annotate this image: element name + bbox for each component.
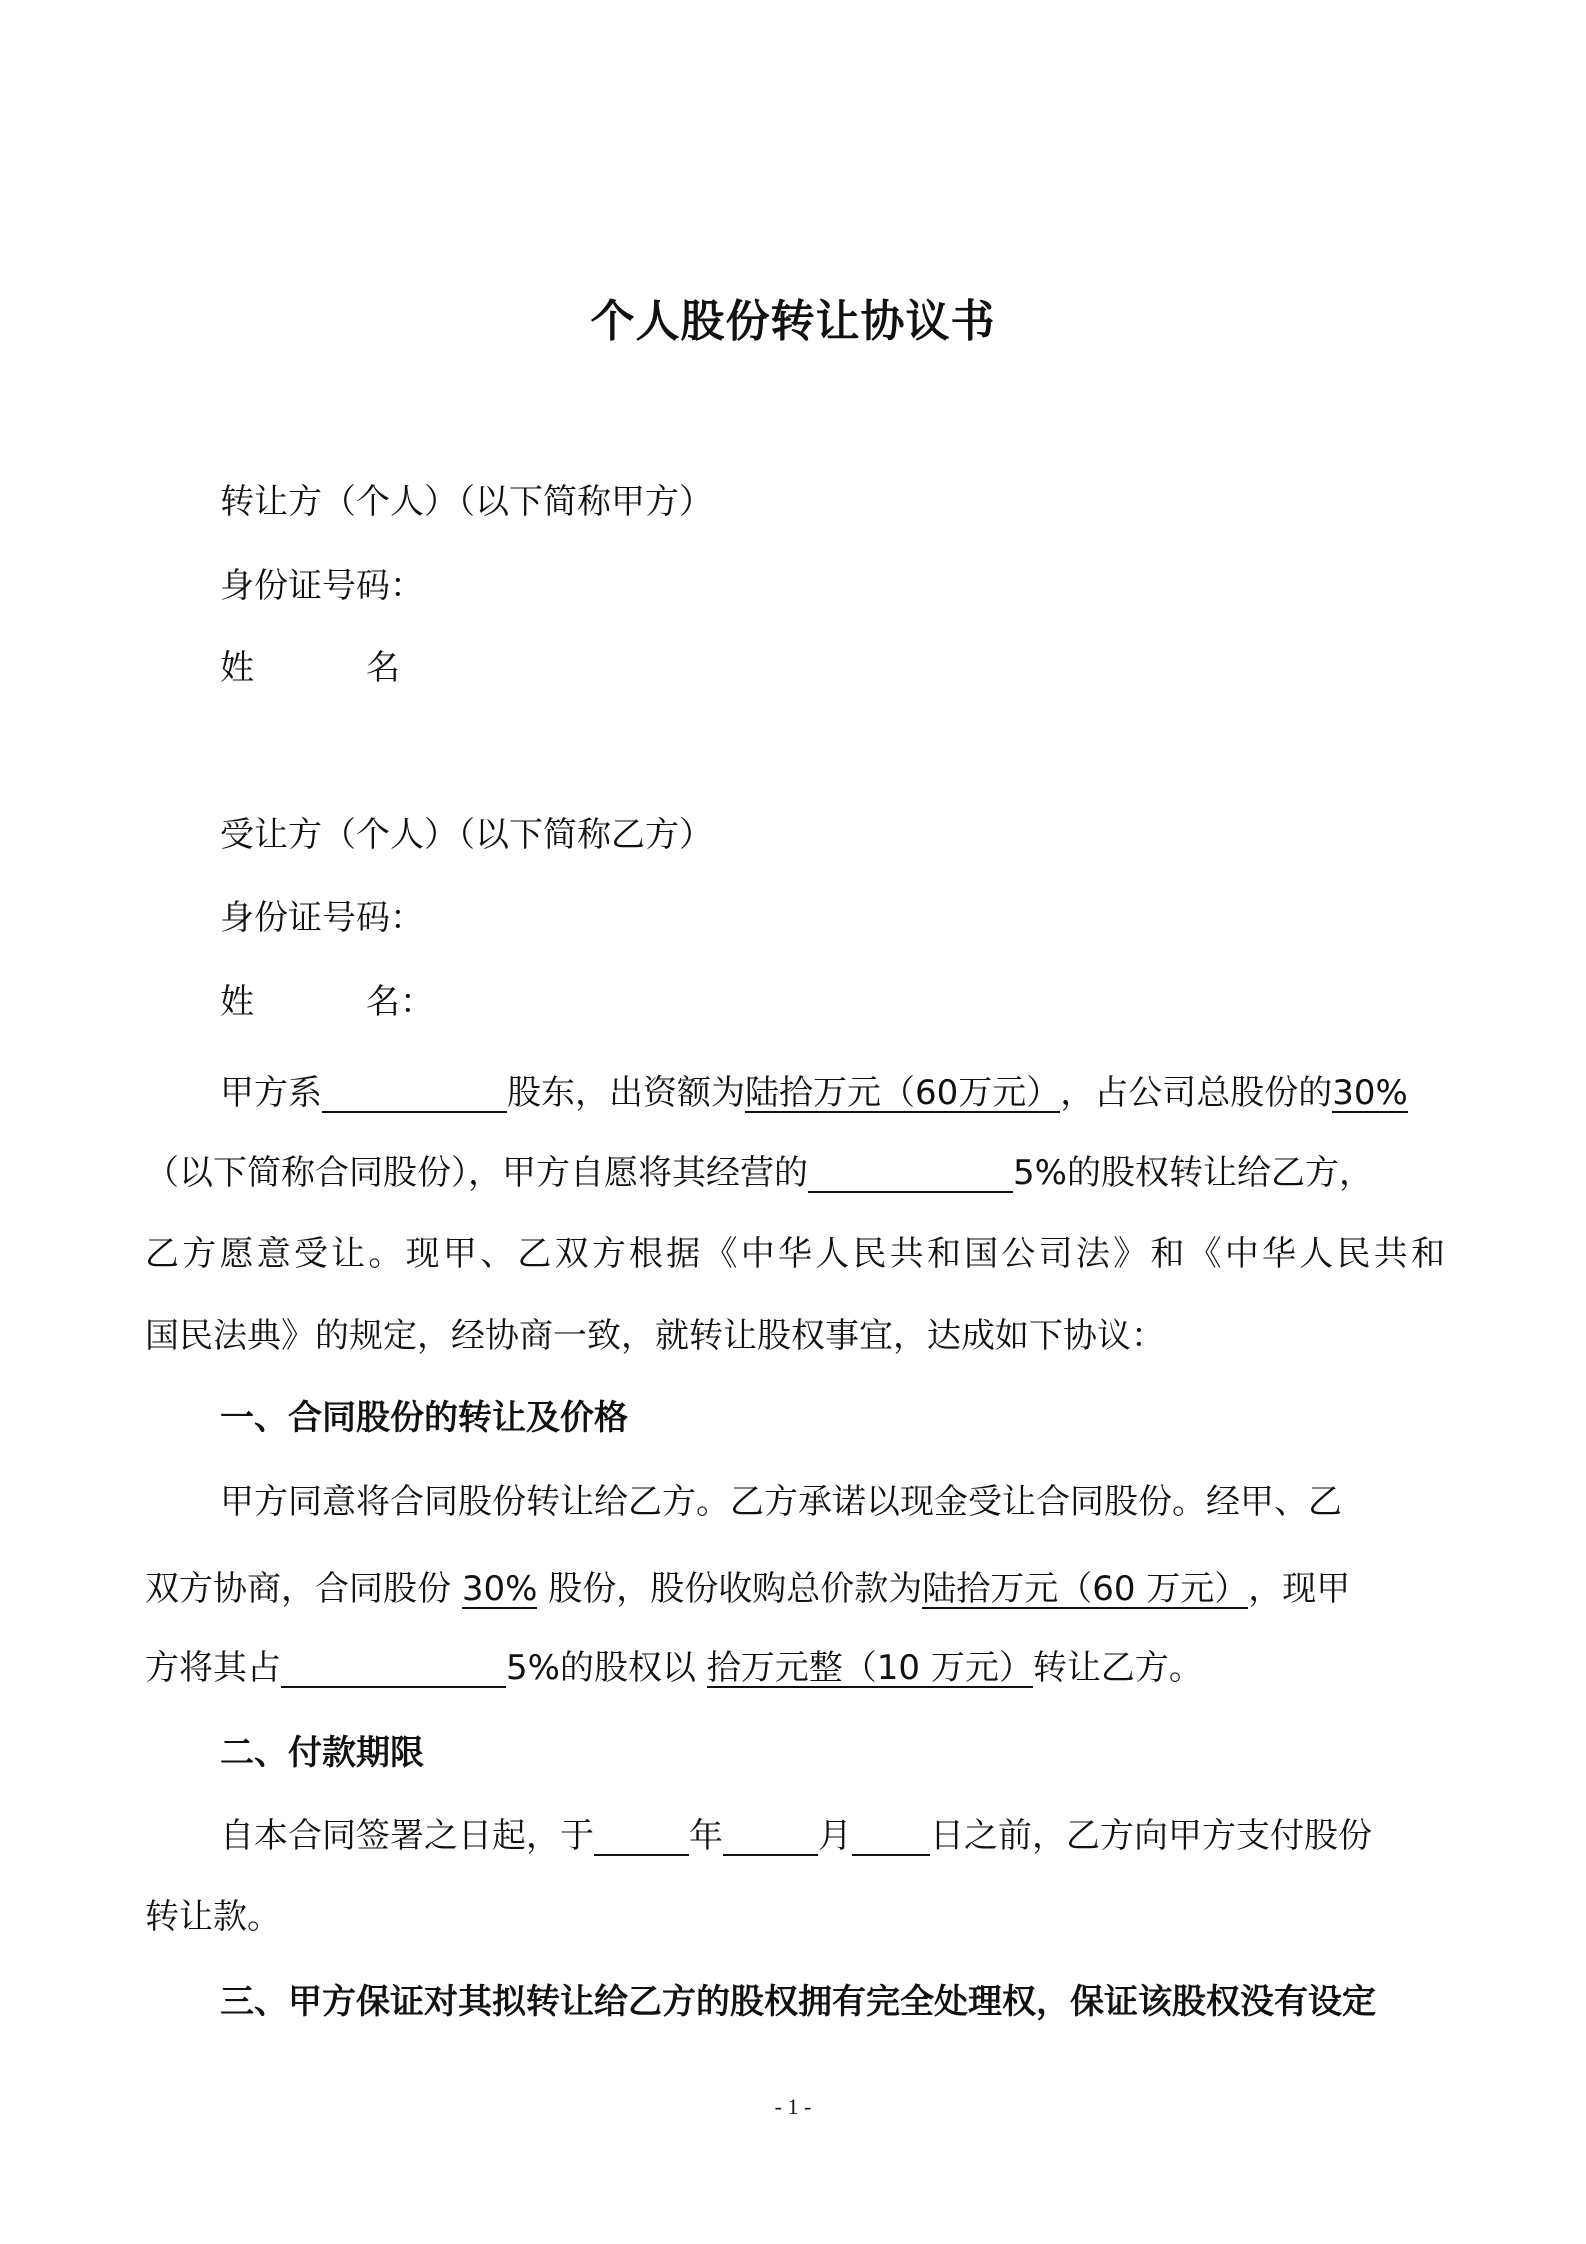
day-blank [852,1820,930,1856]
share-percent-2: 30% [461,1569,538,1609]
transferor-heading: 转让方（个人）（以下简称甲方） [220,482,713,522]
intro-line-1: 甲方系 股东，出资额为陆拾万元（60万元），占公司总股份的30% [220,1073,1408,1113]
name-label-char-1: 姓 [220,982,254,1022]
page-number: - 1 - [774,2094,812,2119]
section-1-line-3: 方将其占 5%的股权以 拾万元整（10 万元）转让乙方。 [145,1648,1203,1688]
transferor-name-label [220,648,400,688]
total-price: 陆拾万元（60 万元） [922,1569,1249,1609]
month-blank [723,1820,818,1856]
transfer-price: 拾万元整（10 万元） [706,1648,1033,1688]
transferee-heading: 受让方（个人）（以下简称乙方） [220,815,713,855]
section-2-line-2: 转让款。 [145,1897,281,1937]
company-name-blank [322,1077,507,1113]
transferee-name-label [220,982,434,1022]
transferor-id-label: 身份证号码： [220,566,424,606]
capital-amount: 陆拾万元（60万元） [745,1073,1061,1113]
section-2-line-1: 自本合同签署之日起，于 年 月 日之前，乙方向甲方支付股份 [220,1816,1372,1856]
document-title: 个人股份转让协议书 [590,296,996,347]
section-2-heading: 二、付款期限 [220,1733,424,1773]
name-label-char-2: 名 [366,648,400,688]
year-blank [594,1820,689,1856]
intro-line-4: 国民法典》的规定，经协商一致，就转让股权事宜，达成如下协议： [145,1316,1165,1356]
name-label-char-1: 姓 [220,648,254,688]
intro-line-3: 乙方愿意受让。现甲、乙双方根据《中华人民共和国公司法》和《中华人民共和 [145,1234,1445,1274]
share-percent: 30% [1332,1073,1408,1113]
intro-line-2: （以下简称合同股份），甲方自愿将其经营的 5%的股权转让给乙方， [145,1153,1373,1193]
name-label-char-2: 名： [366,982,434,1022]
section-1-line-1: 甲方同意将合同股份转让给乙方。乙方承诺以现金受让合同股份。经甲、乙 [220,1482,1342,1522]
section-3-heading: 三、甲方保证对其拟转让给乙方的股权拥有完全处理权，保证该股权没有设定 [220,1982,1376,2022]
company-blank-2 [808,1157,1013,1193]
section-1-heading: 一、合同股份的转让及价格 [220,1398,628,1438]
section-1-line-2: 双方协商，合同股份 30% 股份，股份收购总价款为陆拾万元（60 万元），现甲 [145,1569,1351,1609]
company-blank-3 [281,1652,506,1688]
transferee-id-label: 身份证号码： [220,898,424,938]
